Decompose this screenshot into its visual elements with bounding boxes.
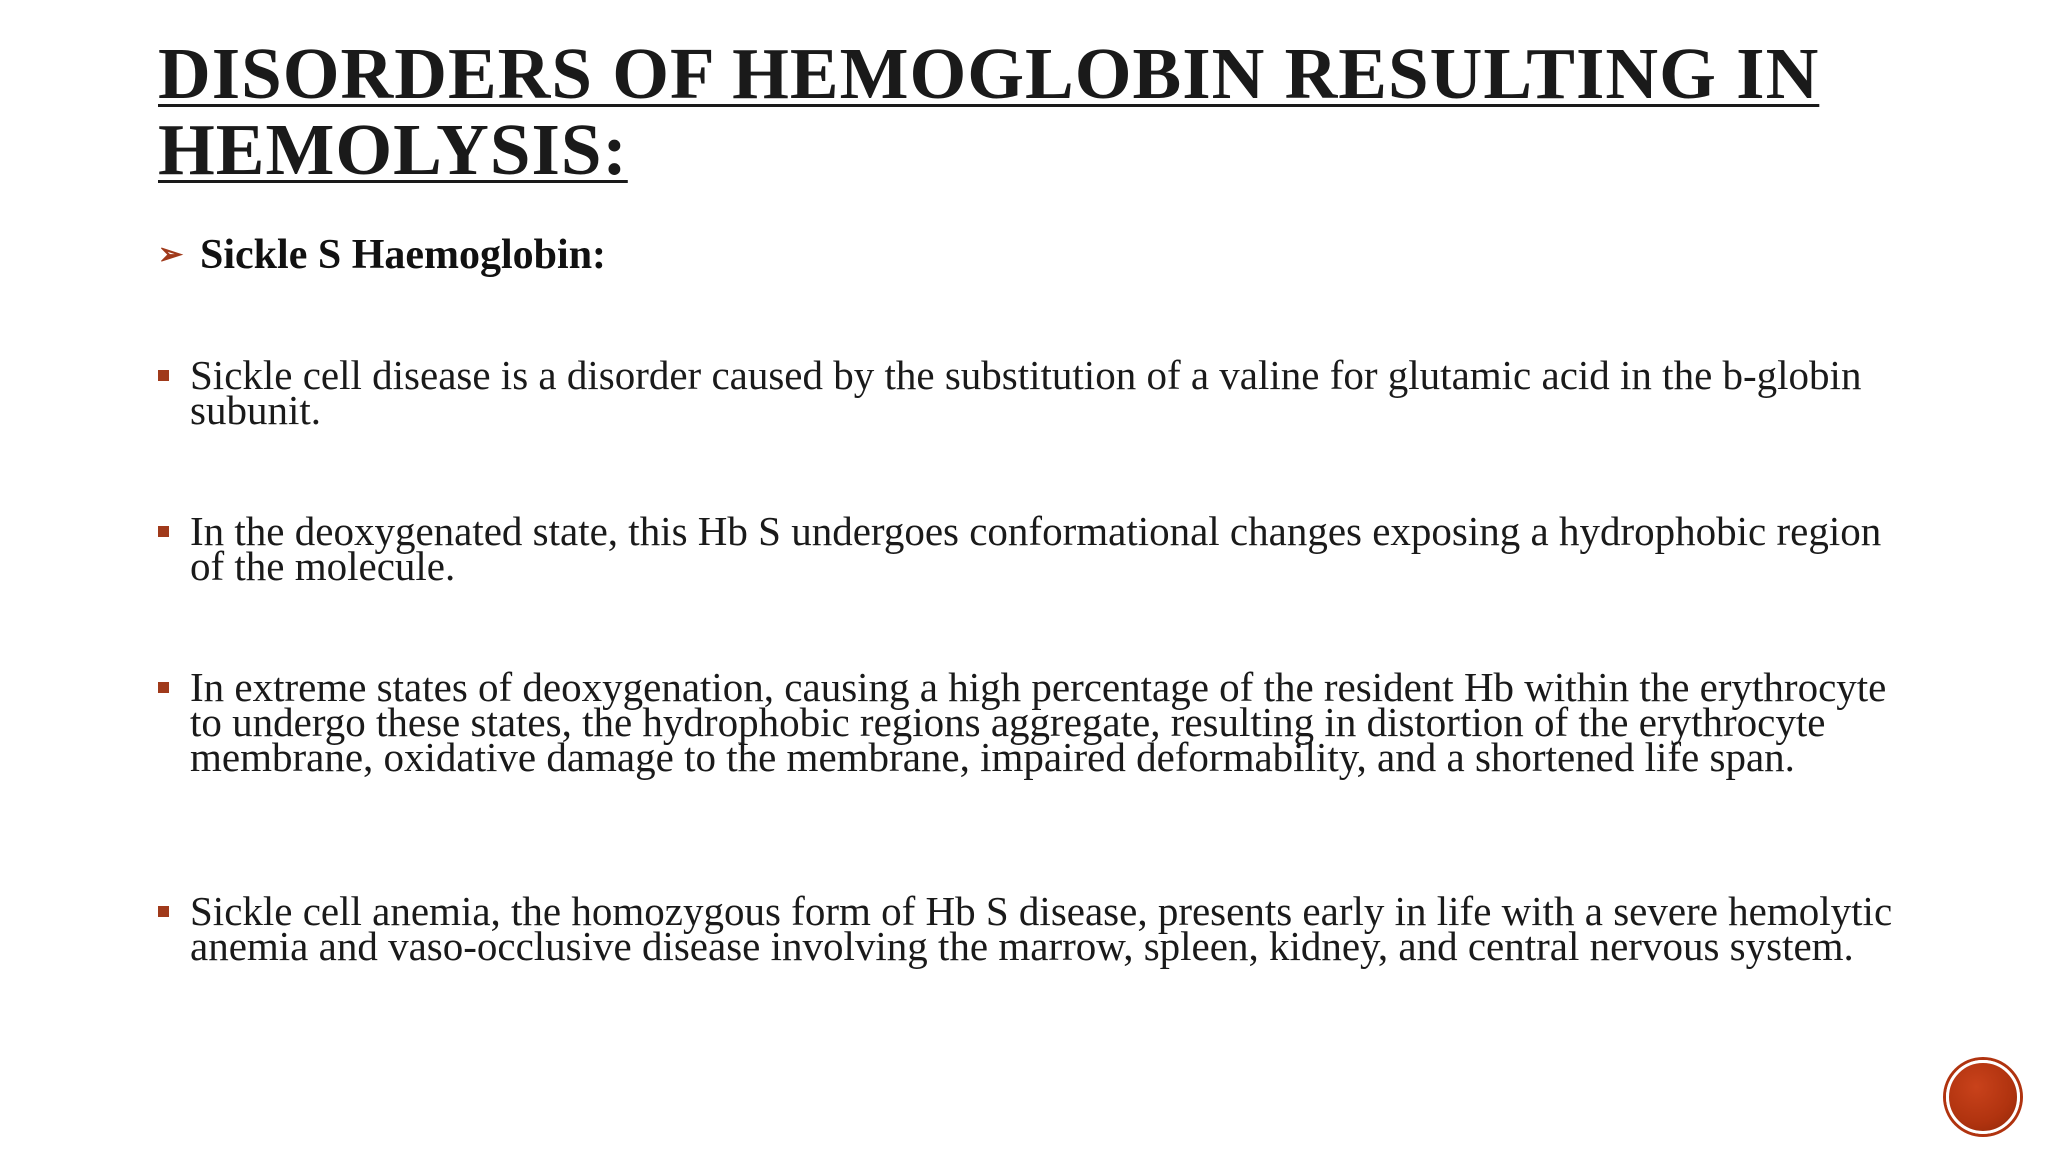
square-bullet-icon	[158, 526, 169, 537]
square-bullet-icon	[158, 682, 169, 693]
bullet-item	[158, 508, 1918, 589]
bullet-item	[158, 888, 1918, 969]
slide-title-text: DISORDERS OF HEMOGLOBIN RESULTING IN HEMOLYSIS:	[158, 33, 1820, 190]
bullet-item	[158, 664, 1918, 780]
square-bullet-icon	[158, 370, 169, 381]
bullet-item	[158, 352, 1918, 433]
bullet-text: In the deoxygenated state, this Hb S undergoes conformational changes exposing a hydrophobic region of the molecule.	[190, 508, 1882, 589]
bullet-text: Sickle cell anemia, the homozygous form of Hb S disease, presents early in life with a severe hemolytic anemia and vaso-occlusive disease involving the marrow, spleen, kidney, and central nervous system.	[190, 888, 1893, 969]
circle-nav-button-icon[interactable]	[1946, 1060, 2020, 1134]
subheading-text: Sickle S Haemoglobin:	[200, 232, 607, 278]
bullet-text: Sickle cell disease is a disorder caused by the substitution of a valine for glutamic acid in the b-globin subunit.	[190, 352, 1862, 433]
slide-title	[158, 33, 1918, 190]
square-bullet-icon	[158, 906, 169, 917]
bullet-text: In extreme states of deoxygenation, causing a high percentage of the resident Hb within the erythrocyte to undergo these states, the hydrophobic regions aggregate, resulting in distortion of the erythrocyte membrane, oxidative damage to the membrane, impaired deformability, and a shortened life span.	[190, 664, 1887, 780]
arrowhead-bullet-icon: ➢	[158, 238, 184, 271]
subheading	[158, 230, 606, 280]
